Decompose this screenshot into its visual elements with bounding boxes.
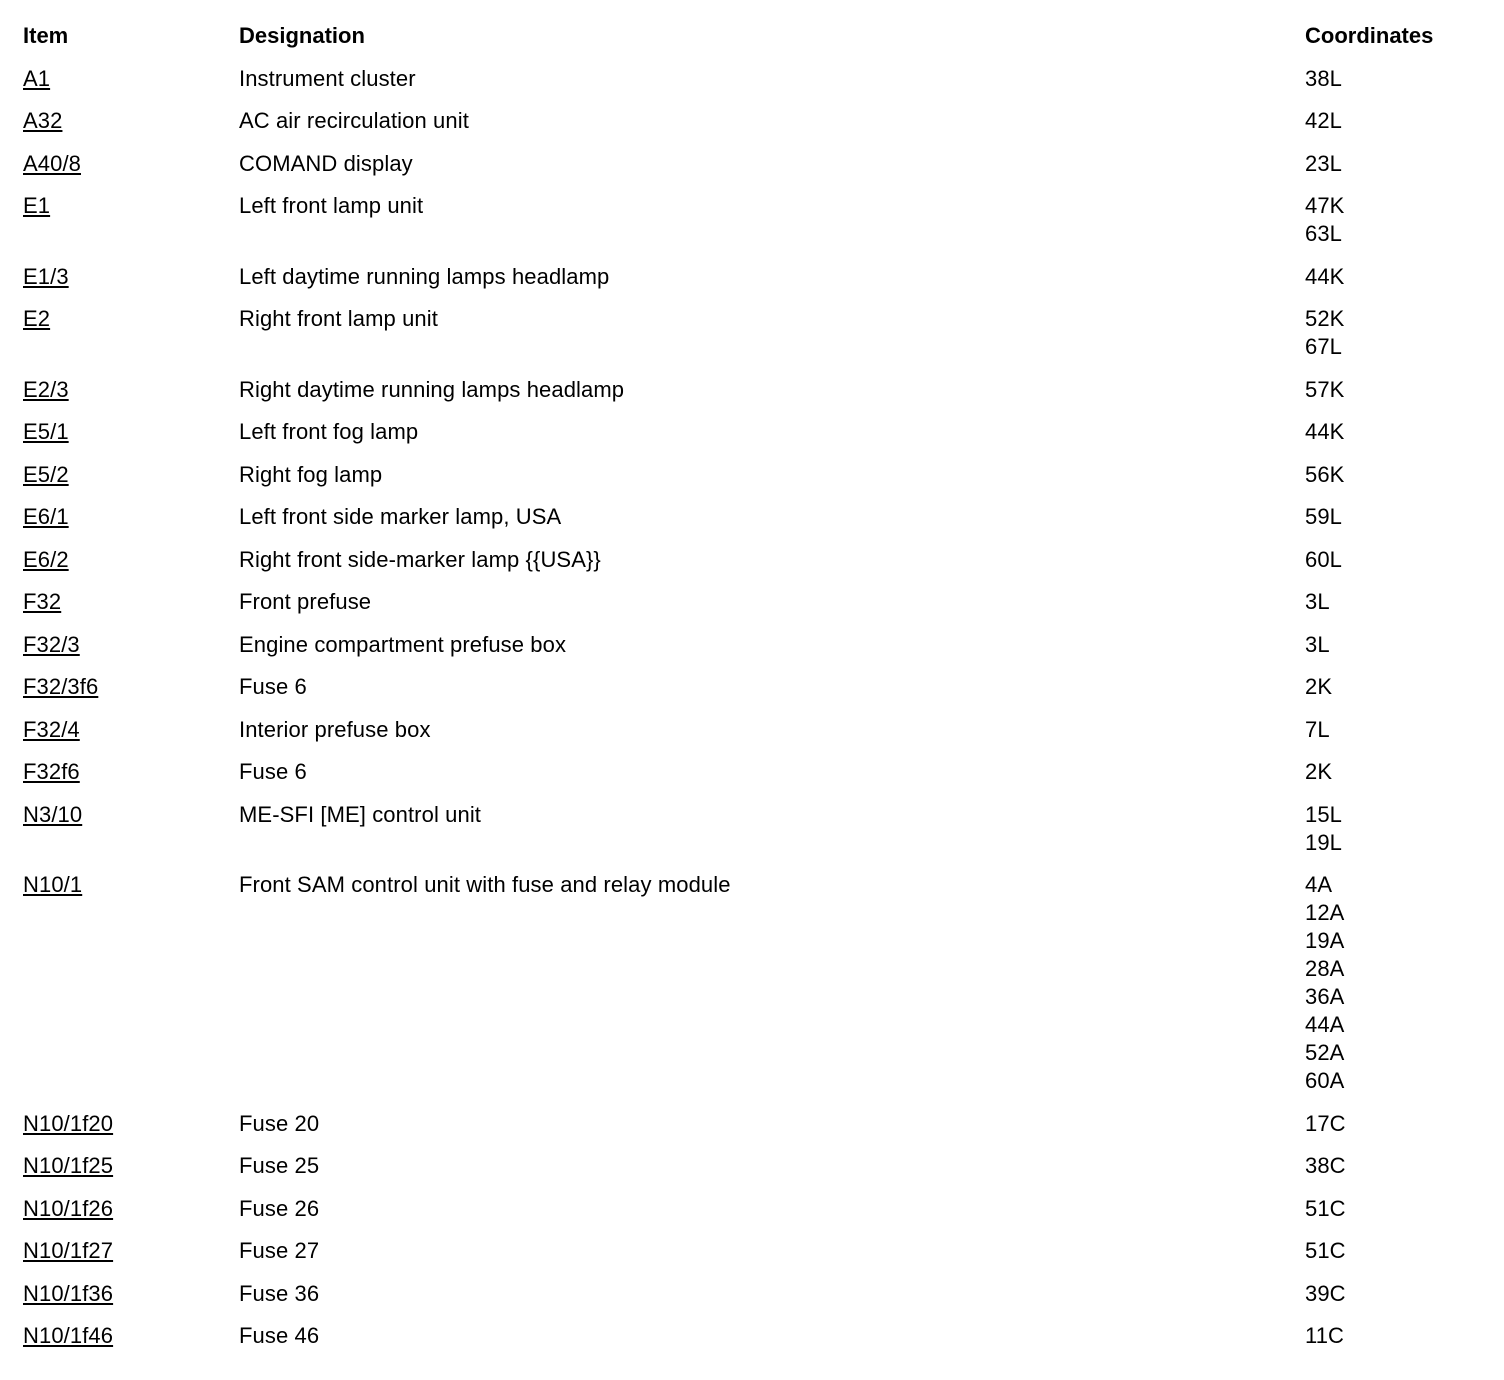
item-cell bbox=[23, 376, 239, 404]
designation-cell: Right front lamp unit bbox=[239, 306, 438, 331]
designation-cell: Fuse 6 bbox=[239, 759, 307, 784]
coordinate-value: 44K bbox=[1305, 419, 1345, 444]
coordinates-cell bbox=[1305, 376, 1483, 404]
item-cell bbox=[23, 1237, 239, 1265]
designation-cell: Fuse 6 bbox=[239, 674, 307, 699]
designation-cell: Fuse 46 bbox=[239, 1323, 320, 1348]
table-row bbox=[23, 418, 1483, 461]
item-link[interactable]: E5/1 bbox=[23, 419, 69, 444]
item-link[interactable]: N10/1f25 bbox=[23, 1153, 114, 1178]
coordinate-value: 11C bbox=[1305, 1323, 1345, 1348]
table-row bbox=[23, 65, 1483, 108]
coordinate-value: 38C bbox=[1305, 1153, 1346, 1178]
coordinate-value: 59L bbox=[1305, 504, 1343, 529]
table-row bbox=[23, 1237, 1483, 1280]
coordinate-value: 51C bbox=[1305, 1238, 1346, 1263]
coordinate-value: 60L bbox=[1305, 546, 1343, 572]
table-row bbox=[23, 461, 1483, 504]
column-header-designation: Designation bbox=[239, 23, 365, 48]
designation-cell: Left front lamp unit bbox=[239, 193, 424, 218]
coordinate-value: 15L bbox=[1305, 801, 1343, 827]
item-link[interactable]: E1 bbox=[23, 193, 51, 218]
table-row bbox=[23, 1322, 1483, 1365]
coordinate-value: 52K bbox=[1305, 306, 1345, 331]
coordinates-cell bbox=[1305, 716, 1483, 744]
coordinates-cell bbox=[1305, 107, 1483, 135]
designation-cell: Left daytime running lamps headlamp bbox=[239, 263, 610, 289]
item-cell bbox=[23, 546, 239, 574]
item-cell bbox=[23, 871, 239, 899]
coordinate-value: 44K bbox=[1305, 263, 1345, 289]
designation-cell: Right daytime running lamps headlamp bbox=[239, 376, 625, 402]
coordinate-value: 56K bbox=[1305, 461, 1345, 487]
item-cell bbox=[23, 1152, 239, 1180]
item-cell bbox=[23, 65, 239, 93]
coordinates-cell bbox=[1305, 673, 1483, 701]
item-cell bbox=[23, 192, 239, 220]
coordinates-cell bbox=[1305, 1152, 1483, 1180]
item-link[interactable]: A32 bbox=[23, 108, 63, 133]
item-link[interactable]: E2/3 bbox=[23, 376, 69, 402]
designation-cell: Fuse 36 bbox=[239, 1280, 320, 1306]
item-cell bbox=[23, 305, 239, 333]
coordinate-value: 19A bbox=[1305, 928, 1345, 953]
designation-cell: ME-SFI [ME] control unit bbox=[239, 801, 482, 827]
item-link[interactable]: F32f6 bbox=[23, 759, 80, 784]
table-row bbox=[23, 376, 1483, 419]
coordinate-value: 47K bbox=[1305, 193, 1345, 218]
designation-cell: Fuse 25 bbox=[239, 1153, 320, 1178]
table-body bbox=[23, 65, 1483, 1365]
item-cell bbox=[23, 503, 239, 531]
item-cell bbox=[23, 418, 239, 446]
item-link[interactable]: F32 bbox=[23, 589, 62, 614]
coordinates-cell bbox=[1305, 758, 1483, 786]
item-cell bbox=[23, 150, 239, 178]
item-link[interactable]: F32/3f6 bbox=[23, 674, 99, 699]
coordinates-cell bbox=[1305, 418, 1483, 446]
designation-cell: Right fog lamp bbox=[239, 461, 383, 487]
coordinate-value: 23L bbox=[1305, 150, 1343, 176]
table-row bbox=[23, 716, 1483, 759]
designation-cell: AC air recirculation unit bbox=[239, 108, 469, 133]
item-cell bbox=[23, 461, 239, 489]
item-link[interactable]: F32/4 bbox=[23, 716, 80, 742]
item-link[interactable]: N10/1f46 bbox=[23, 1323, 114, 1348]
table-row bbox=[23, 871, 1483, 1110]
item-link[interactable]: F32/3 bbox=[23, 631, 80, 657]
designation-cell: Interior prefuse box bbox=[239, 716, 431, 742]
designation-cell: Front prefuse bbox=[239, 589, 372, 614]
item-cell bbox=[23, 758, 239, 786]
coordinate-value: 44A bbox=[1305, 1012, 1345, 1037]
item-cell bbox=[23, 263, 239, 291]
item-cell bbox=[23, 1195, 239, 1223]
coordinate-value: 57K bbox=[1305, 376, 1345, 402]
coordinates-cell bbox=[1305, 801, 1483, 857]
table-row bbox=[23, 673, 1483, 716]
item-link[interactable]: N10/1f36 bbox=[23, 1280, 114, 1306]
item-cell bbox=[23, 716, 239, 744]
item-cell bbox=[23, 631, 239, 659]
designation-cell: Front SAM control unit with fuse and relay module bbox=[239, 872, 731, 897]
table-row bbox=[23, 192, 1483, 263]
item-link[interactable]: E5/2 bbox=[23, 461, 69, 487]
coordinates-cell bbox=[1305, 65, 1483, 93]
coordinate-value: 39C bbox=[1305, 1280, 1346, 1306]
coordinates-cell bbox=[1305, 503, 1483, 531]
table-row bbox=[23, 588, 1483, 631]
item-link[interactable]: E1/3 bbox=[23, 263, 69, 289]
item-link[interactable]: N10/1f27 bbox=[23, 1238, 114, 1263]
coordinate-value: 28A bbox=[1305, 956, 1345, 981]
table-row bbox=[23, 305, 1483, 376]
coordinate-value: 38L bbox=[1305, 65, 1343, 91]
coordinate-value: 60A bbox=[1305, 1068, 1345, 1093]
coordinate-value: 7L bbox=[1305, 716, 1330, 742]
coordinates-cell bbox=[1305, 461, 1483, 489]
table-row bbox=[23, 801, 1483, 872]
coordinate-value: 12A bbox=[1305, 900, 1345, 925]
item-link[interactable]: E6/1 bbox=[23, 504, 69, 529]
designation-cell: Fuse 27 bbox=[239, 1238, 320, 1263]
component-legend-table bbox=[23, 22, 1483, 1365]
column-header-coordinates: Coordinates bbox=[1305, 23, 1434, 48]
coordinates-cell bbox=[1305, 1322, 1483, 1350]
designation-cell: Left front side marker lamp, USA bbox=[239, 504, 562, 529]
item-link[interactable]: A40/8 bbox=[23, 150, 81, 176]
coordinate-value: 19L bbox=[1305, 829, 1343, 855]
designation-cell: Fuse 26 bbox=[239, 1195, 320, 1221]
item-cell bbox=[23, 107, 239, 135]
designation-cell: Right front side-marker lamp {{USA}} bbox=[239, 546, 601, 572]
coordinate-value: 67L bbox=[1305, 334, 1343, 359]
item-link[interactable]: N10/1 bbox=[23, 872, 83, 897]
designation-cell: Instrument cluster bbox=[239, 65, 416, 91]
coordinates-cell bbox=[1305, 150, 1483, 178]
coordinate-value: 2K bbox=[1305, 674, 1333, 699]
column-header-item: Item bbox=[23, 23, 69, 48]
table-row bbox=[23, 1152, 1483, 1195]
table-header-row bbox=[23, 22, 1483, 65]
coordinate-value: 3L bbox=[1305, 631, 1330, 657]
table-row bbox=[23, 758, 1483, 801]
item-link[interactable]: N10/1f26 bbox=[23, 1195, 114, 1221]
item-cell bbox=[23, 673, 239, 701]
item-cell bbox=[23, 588, 239, 616]
coordinates-cell bbox=[1305, 871, 1483, 1095]
coordinates-cell bbox=[1305, 1110, 1483, 1138]
coordinate-value: 42L bbox=[1305, 108, 1343, 133]
designation-cell: Left front fog lamp bbox=[239, 419, 419, 444]
item-cell bbox=[23, 1322, 239, 1350]
item-cell bbox=[23, 1110, 239, 1138]
item-cell bbox=[23, 801, 239, 829]
table-row bbox=[23, 631, 1483, 674]
coordinates-cell bbox=[1305, 1237, 1483, 1265]
table-row bbox=[23, 546, 1483, 589]
table-row bbox=[23, 1195, 1483, 1238]
item-link[interactable]: N10/1f20 bbox=[23, 1110, 114, 1136]
table-row bbox=[23, 1280, 1483, 1323]
coordinates-cell bbox=[1305, 631, 1483, 659]
table-row bbox=[23, 503, 1483, 546]
coordinate-value: 51C bbox=[1305, 1195, 1346, 1221]
coordinate-value: 2K bbox=[1305, 759, 1333, 784]
table-row bbox=[23, 1110, 1483, 1153]
item-link[interactable]: A1 bbox=[23, 65, 51, 91]
coordinate-value: 17C bbox=[1305, 1110, 1346, 1136]
coordinate-value: 52A bbox=[1305, 1040, 1345, 1065]
item-link[interactable]: N3/10 bbox=[23, 801, 83, 827]
coordinate-value: 4A bbox=[1305, 872, 1333, 897]
coordinates-cell bbox=[1305, 588, 1483, 616]
coordinate-value: 36A bbox=[1305, 984, 1345, 1009]
item-cell bbox=[23, 1280, 239, 1308]
item-link[interactable]: E6/2 bbox=[23, 546, 69, 572]
coordinates-cell bbox=[1305, 305, 1483, 361]
designation-cell: Engine compartment prefuse box bbox=[239, 631, 567, 657]
coordinates-cell bbox=[1305, 546, 1483, 574]
coordinate-value: 63L bbox=[1305, 221, 1343, 246]
item-link[interactable]: E2 bbox=[23, 306, 51, 331]
table-row bbox=[23, 263, 1483, 306]
designation-cell: Fuse 20 bbox=[239, 1110, 320, 1136]
coordinates-cell bbox=[1305, 192, 1483, 248]
coordinates-cell bbox=[1305, 263, 1483, 291]
table-row bbox=[23, 150, 1483, 193]
coordinates-cell bbox=[1305, 1195, 1483, 1223]
table-row bbox=[23, 107, 1483, 150]
designation-cell: COMAND display bbox=[239, 150, 413, 176]
coordinate-value: 3L bbox=[1305, 589, 1330, 614]
coordinates-cell bbox=[1305, 1280, 1483, 1308]
